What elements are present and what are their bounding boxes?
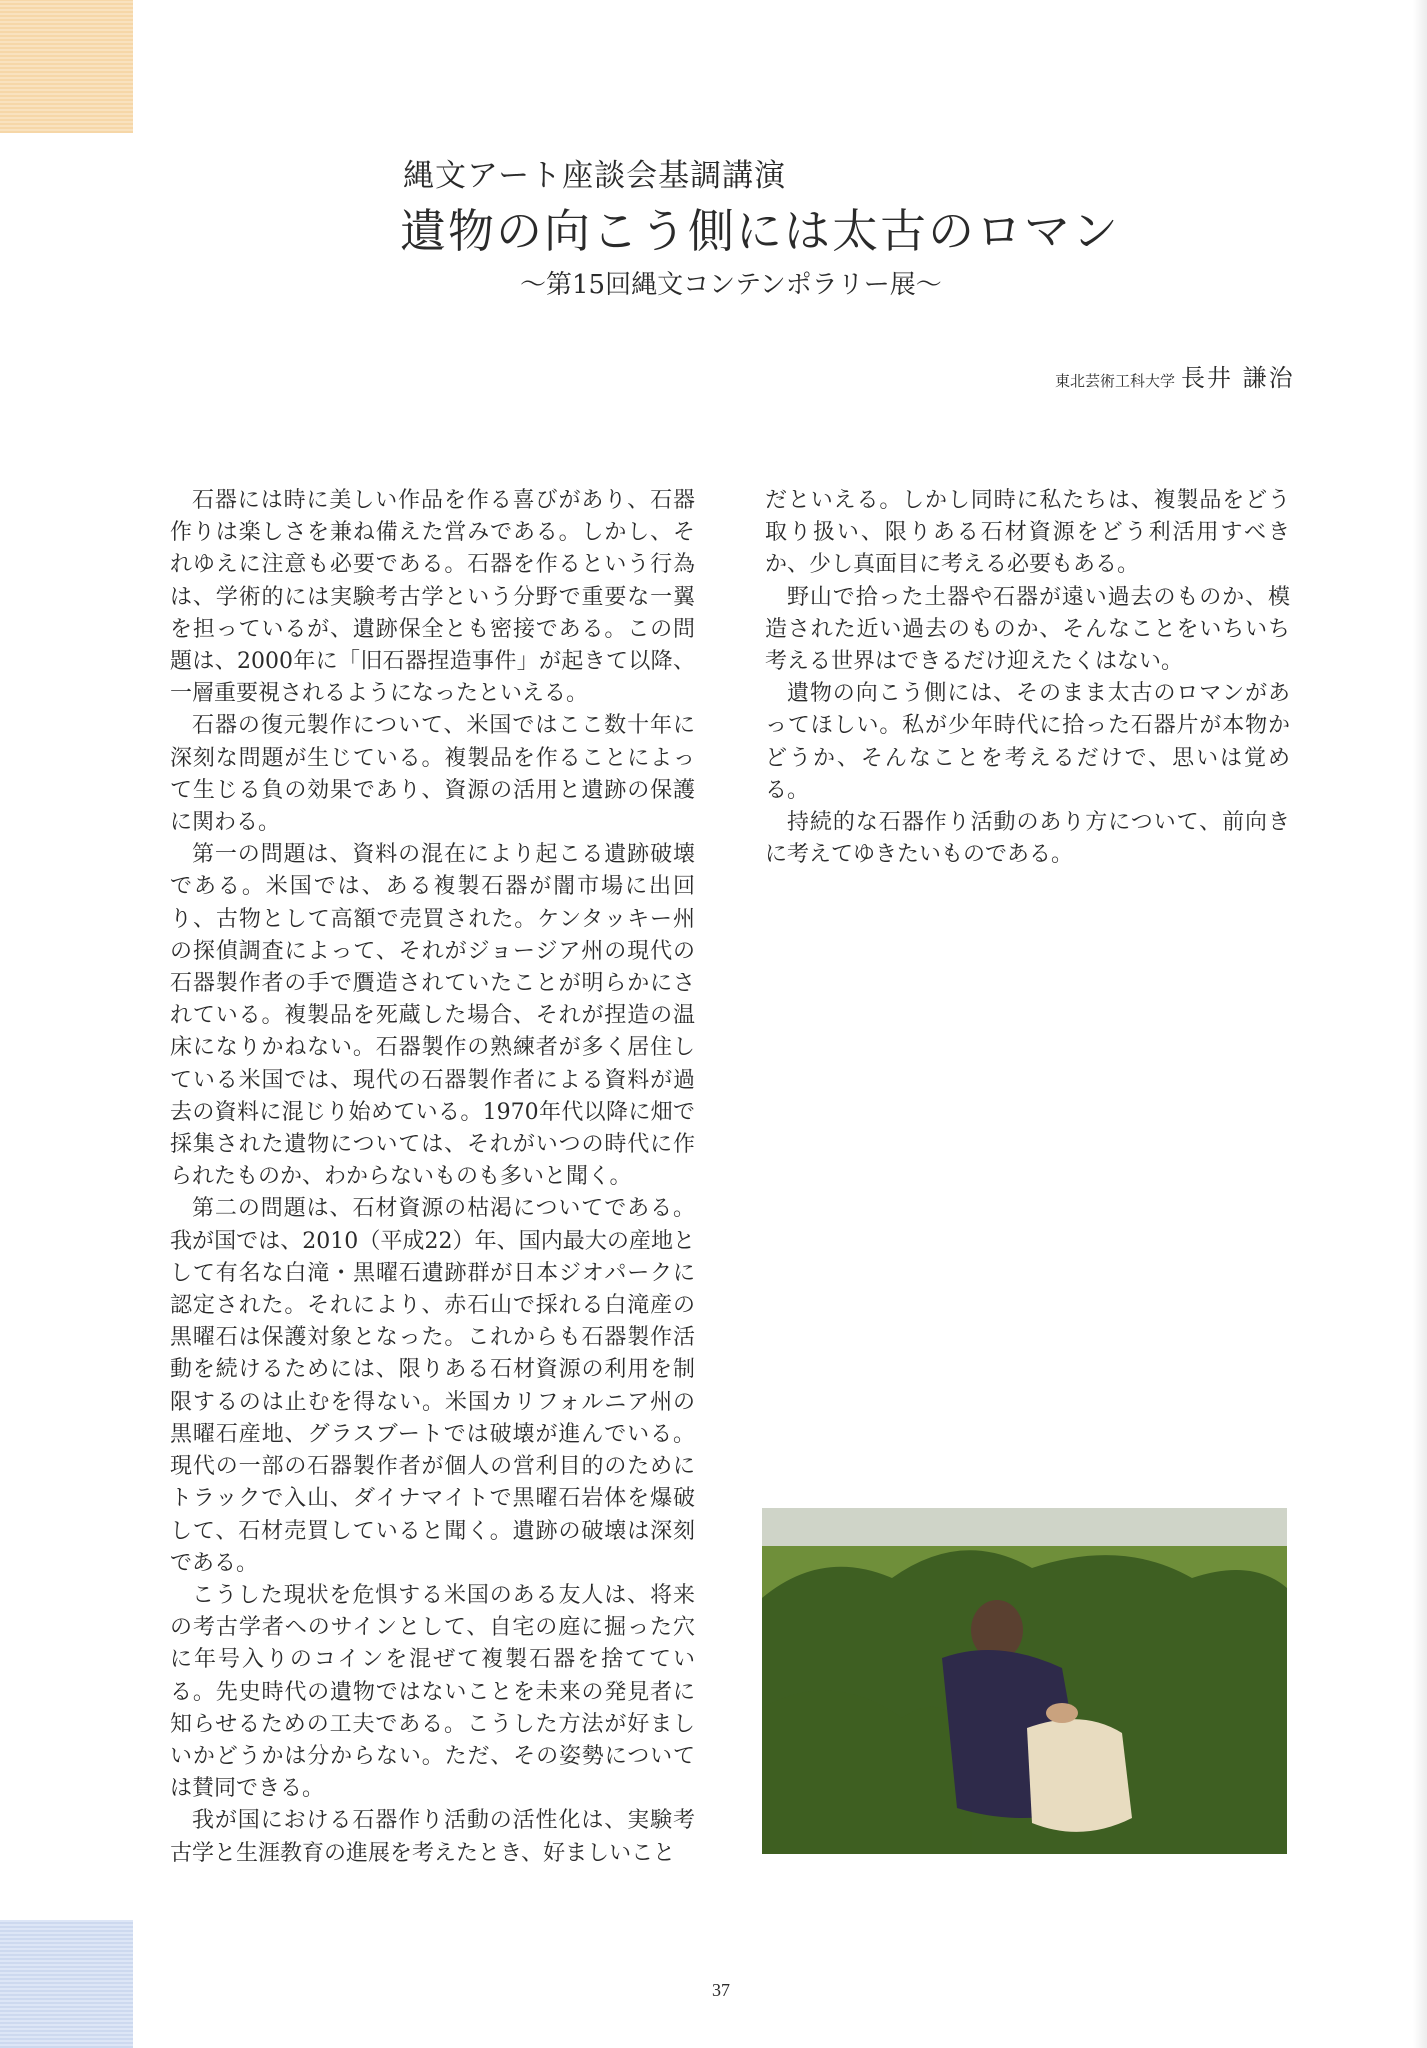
page-number: 37 xyxy=(712,1980,730,2000)
paragraph: 持続的な石器作り活動のあり方について、前向きに考えてゆきたいものである。 xyxy=(765,810,1290,868)
paragraph: 第一の問題は、資料の混在により起こる遺跡破壊である。米国では、ある複製石器が闇市場に出回り、古物として高額で売買された。ケンタッキー州の探偵調査によって、それがジョージア州の現代の石器製作者の手で贋造されていたことが明らかにされている。複製品を死蔵した場合、それが捏造の温床になりかねない。石器製作の熟練者が多く居住している米国では、現代の石器製作者による資料が過去の資料に混じり始めている。1970年代以降に畑で採集された遺物については、それがいつの時代に作られたものか、わからないものも多いと聞く。 xyxy=(170,842,695,1190)
photo-sky xyxy=(762,1508,1287,1546)
author-affiliation: 東北芸術工科大学 xyxy=(1055,372,1176,390)
photo-bag xyxy=(1027,1719,1132,1832)
paragraph: こうした現状を危惧する米国のある友人は、将来の考古学者へのサインとして、自宅の庭に掘った穴に年号入りのコインを混ぜて複製石器を捨てている。先史時代の遺物ではないことを未来の発見者に知らせるための工夫である。こうした方法が好ましいかどうかは分からない。ただ、その姿勢については賛同できる。 xyxy=(170,1582,695,1802)
corner-decoration-top xyxy=(0,0,133,133)
paragraph: 野山で拾った土器や石器が遠い過去のものか、模造された近い過去のものか、そんなことをいちいち考える世界はできるだけ迎えたくはない。 xyxy=(765,584,1290,675)
paragraph: 石器の復元製作について、米国ではここ数十年に深刻な問題が生じている。複製品を作ることによって生じる負の効果であり、資源の活用と遺跡の保護に関わる。 xyxy=(170,713,695,836)
page-edge-shadow xyxy=(1413,0,1427,2048)
body-column-right xyxy=(765,485,1290,871)
corner-decoration-bottom xyxy=(0,1920,133,2048)
photo-illustration xyxy=(762,1508,1287,1854)
author-byline xyxy=(1055,358,1295,393)
photo-stone-knapping xyxy=(762,1508,1287,1854)
photo-person-hands xyxy=(1046,1703,1078,1723)
paragraph: 遺物の向こう側には、そのまま太古のロマンがあってほしい。私が少年時代に拾った石器片が本物かどうか、そんなことを考えるだけで、思いは覚める。 xyxy=(765,681,1290,803)
paragraph: 第二の問題は、石材資源の枯渇についてである。我が国では、2010（平成22）年、国内最大の産地として有名な白滝・黒曜石遺跡群が日本ジオパークに認定された。それにより、赤石山で採れる白滝産の黒曜石は保護対象となった。これからも石器製作活動を続けるためには、限りある石材資源の利用を制限するのは止むを得ない。米国カリフォルニア州の黒曜石産地、グラスブートでは破壊が進んでいる。現代の一部の石器製作者が個人の営利目的のためにトラックで入山、ダイナマイトで黒曜石岩体を爆破して、石材売買していると聞く。遺跡の破壊は深刻である。 xyxy=(170,1196,695,1576)
body-column-left xyxy=(170,485,695,1870)
paragraph-continuation: だといえる。しかし同時に私たちは、複製品をどう取り扱い、限りある石材資源をどう利活用すべきか、少し真面目に考える必要もある。 xyxy=(765,488,1290,578)
photo-foliage-foreground xyxy=(762,1690,972,1854)
article-subtitle: 〜第15回縄文コンテンポラリー展〜 xyxy=(520,270,942,300)
paragraph: 石器には時に美しい作品を作る喜びがあり、石器作りは楽しさを兼ね備えた営みである。しかし、それゆえに注意も必要である。石器を作るという行為は、学術的には実験考古学という分野で重要な一翼を担っているが、遺跡保全とも密接である。この問題は、2000年に「旧石器捏造事件」が起きて以降、一層重要視されるようになったといえる。 xyxy=(170,488,695,707)
author-name: 長井 謙治 xyxy=(1181,364,1295,392)
article-supertitle: 縄文アート座談会基調講演 xyxy=(403,158,787,194)
article-title: 遺物の向こう側には太古のロマン xyxy=(400,204,1120,258)
paragraph: 我が国における石器作り活動の活性化は、実験考古学と生涯教育の進展を考えたとき、好ましいこと xyxy=(170,1808,695,1866)
